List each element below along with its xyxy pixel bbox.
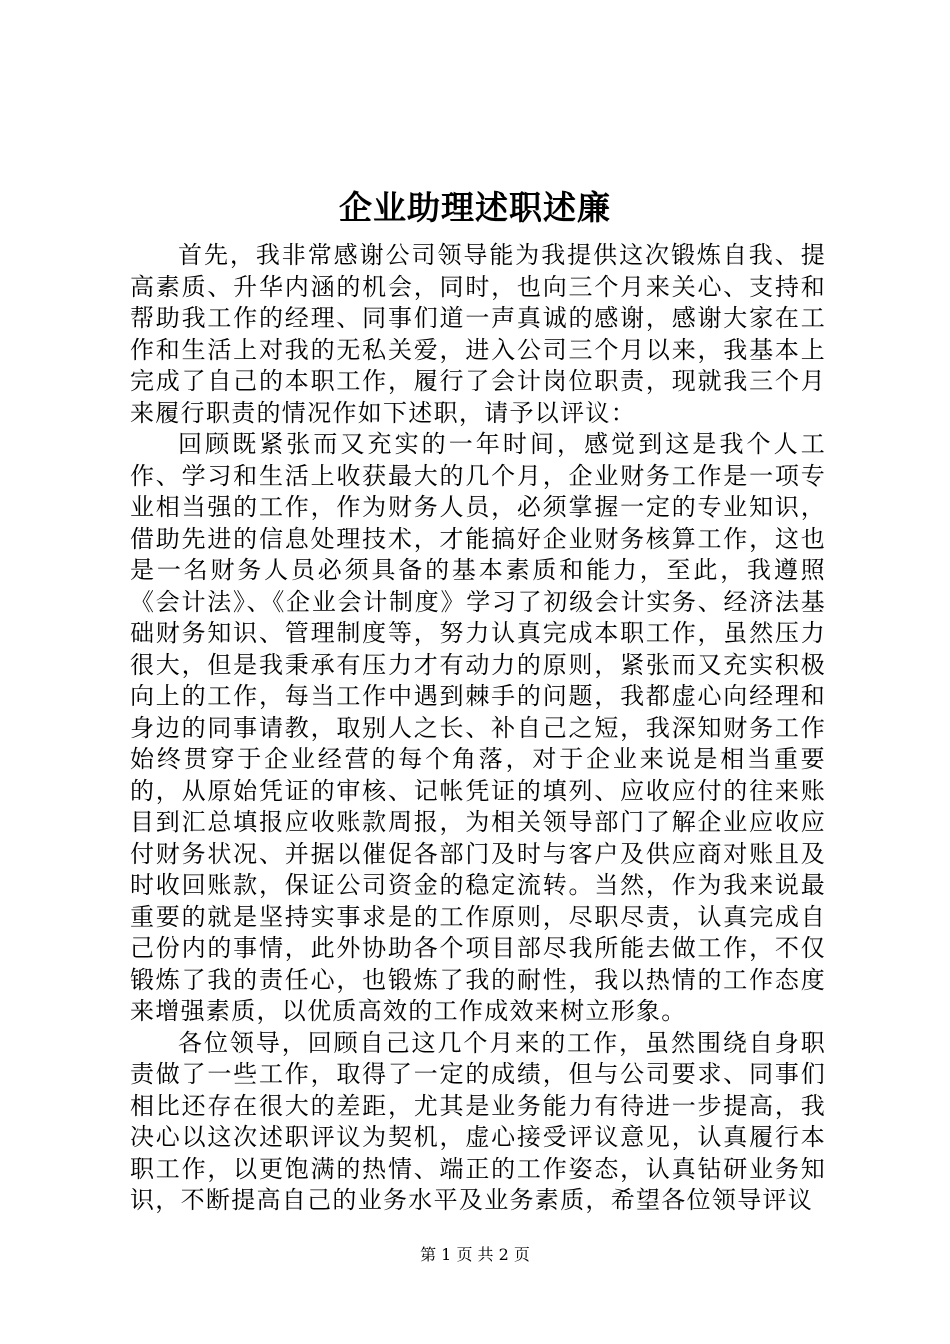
document-title: 企业助理述职述廉 <box>339 188 611 227</box>
document-body <box>130 240 826 1217</box>
paragraph-2: 回顾既紧张而又充实的一年时间，感觉到这是我个人工作、学习和生活上收获最大的几个月，企业财务工作是一项专业相当强的工作，作为财务人员，必须掌握一定的专业知识，借助先进的信息处理技术，才能搞好企业财务核算工作，这也是一名财务人员必须具备的基本素质和能力，至此，我遵照《会计法》、《企业会计制度》学习了初级会计实务、经济法基础财务知识、管理制度等，努力认真完成本职工作，虽然压力很大，但是我秉承有压力才有动力的原则，紧张而又充实积极向上的工作，每当工作中遇到棘手的问题，我都虚心向经理和身边的同事请教，取别人之长、补自己之短，我深知财务工作始终贯穿于企业经营的每个角落，对于企业来说是相当重要的，从原始凭证的审核、记帐凭证的填列、应收应付的往来账目到汇总填报应收账款周报，为相关领导部门了解企业应收应付财务状况、并据以催促各部门及时与客户及供应商对账且及时收回账款，保证公司资金的稳定流转。当然，作为我来说最重要的就是坚持实事求是的工作原则，尽职尽责，认真完成自己份内的事情，此外协助各个项目部尽我所能去做工作，不仅锻炼了我的责任心，也锻炼了我的耐性，我以热情的工作态度来增强素质，以优质高效的工作成效来树立形象。 <box>130 430 826 1025</box>
paragraph-3: 各位领导，回顾自己这几个月来的工作，虽然围绕自身职责做了一些工作，取得了一定的成绩，但与公司要求、同事们相比还存在很大的差距，尤其是业务能力有待进一步提高，我决心以这次述职评议为契机，虚心接受评议意见，认真履行本职工作，以更饱满的热情、端正的工作姿态，认真钻研业务知识，不断提高自己的业务水平及业务素质，希望各位领导评议 <box>130 1028 826 1214</box>
paragraph-1: 首先，我非常感谢公司领导能为我提供这次锻炼自我、提高素质、升华内涵的机会，同时，也向三个月来关心、支持和帮助我工作的经理、同事们道一声真诚的感谢，感谢大家在工作和生活上对我的无私关爱，进入公司三个月以来，我基本上完成了自己的本职工作，履行了会计岗位职责，现就我三个月来履行职责的情况作如下述职，请予以评议： <box>130 241 826 427</box>
page-number-footer: 第 1 页 共 2 页 <box>420 1245 530 1264</box>
